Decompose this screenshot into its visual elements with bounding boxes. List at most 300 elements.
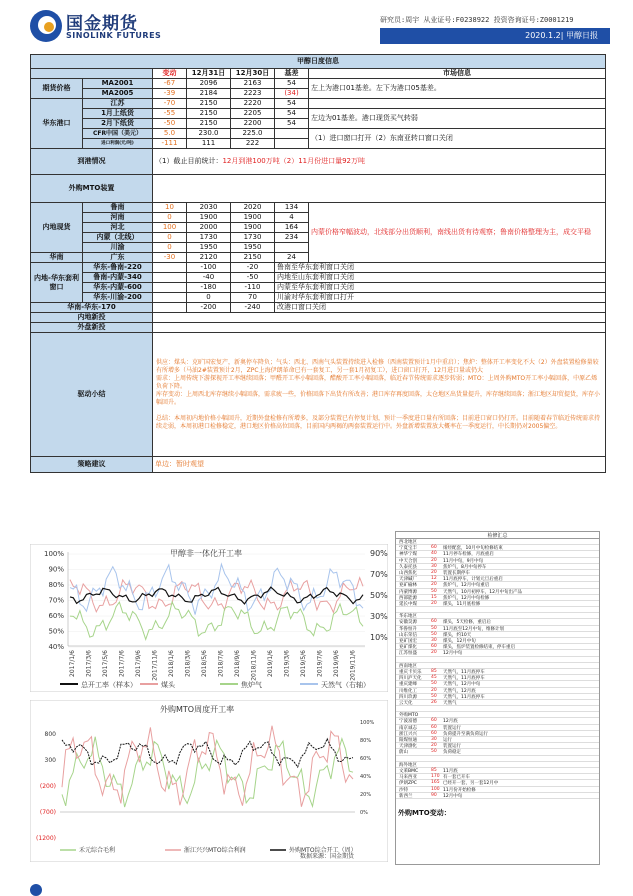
mto-chart-svg [30,700,388,862]
table-cell: -67 [153,79,187,89]
x-tick-label: 2017/7/6 [118,650,126,677]
table-cell: -100 [187,263,231,273]
maintenance-cell [396,706,431,711]
maintenance-cell: 20 [431,687,437,693]
row-label: 华南-华东-170 [31,303,153,313]
maintenance-cell: 30 [431,563,437,569]
row-group-label: 外盘新投 [31,323,153,333]
y2-tick-label: 0% [360,810,368,816]
table-cell: -200 [187,303,231,313]
maintenance-cell: 60 [431,718,437,724]
table-cell: 0 [187,293,231,303]
table-cell: 2150 [187,99,231,109]
maintenance-cell: 烯烃配套，10月中旬检修结束 [443,546,503,551]
row-group-label: 内地新投 [31,313,153,323]
maintenance-cell: 文莱BMC [399,768,419,774]
maintenance-cell: 西南地区 [399,663,417,668]
table-cell: 2223 [231,89,275,99]
methanol-daily-table [30,54,606,473]
maintenance-row [396,793,599,799]
y-tick-label: 70% [48,596,64,605]
maintenance-cell: 12月中旬 [443,793,463,798]
maintenance-cell: 50 [431,625,437,631]
maintenance-cell: 天然气，11月底停车 [443,669,485,675]
table-cell: 70 [231,293,275,303]
table-cell: 134 [275,203,309,213]
table-cell: 2220 [231,99,275,109]
maintenance-cell [443,663,599,668]
maintenance-cell: 60 [431,724,437,730]
maintenance-cell [431,756,443,761]
y2-tick-label: 60% [360,756,372,762]
row-label: CFR中国（美元） [83,129,153,139]
row-label: 进口利润(元/吨) [83,139,153,149]
maintenance-cell: 西北地区 [399,540,417,545]
y-tick-label: (700) [39,809,56,816]
maintenance-cell [396,657,431,662]
row-label: 河南 [83,213,153,223]
table-cell: -180 [187,283,231,293]
maintenance-cell: 天然气，12月底 [443,688,476,693]
table-cell: 2000 [187,223,231,233]
maintenance-cell: 江苏恒盛 [399,651,417,656]
x-tick-label: 2019/11/6 [349,650,357,681]
row-group-label: 内地-华东套利窗口 [31,263,83,303]
maintenance-cell [443,657,599,662]
table-cell: (34) [275,89,309,99]
maintenance-cell: 天然气，11月底停车 [443,676,485,681]
mto-chart [30,700,388,862]
brand-name-en: SINOLINK FUTURES [66,31,162,40]
maintenance-cell: 60 [431,619,437,625]
chart-title: 外购MTO周度开工率 [160,705,235,714]
maintenance-cell: 天然气，10月初停车，12月中旬出产品 [443,589,522,594]
maintenance-cell: 焦炉气，12月中旬检修 [443,595,490,600]
maintenance-cell: 85 [431,767,437,773]
maintenance-cell: 煤头，11月底检修 [443,601,481,607]
maintenance-cell: 焦炉气，12月中旬重启 [443,583,490,588]
row-label: 华东-内蒙-600 [83,283,153,293]
maintenance-cell: 内蒙博源 [399,589,417,594]
maintenance-cell: 20 [431,582,437,588]
maintenance-cell: 阳煤恒通 [399,738,417,743]
strategy-text: 单边：暂时观望 [153,457,606,473]
maintenance-cell: 60 [431,730,437,736]
maintenance-cell: 久泰托县 [399,564,417,569]
utilization-chart-svg [30,544,388,692]
maintenance-cell: 蔚山 [399,750,408,755]
table-cell: -240 [231,303,275,313]
maintenance-cell: 15 [431,594,437,600]
legend-label: 浙江兴兴MTO综合利润 [184,847,246,854]
driver-paragraph-inventory: 库存变动：上周西北库存继续小幅回落，需求疲一些，价格回落下出货有所改善；港口库存再度回落，太仓地区出货量提升，库存继续回落；浙江地区却贸提货，库存小幅回升。 [156,390,601,406]
driver-paragraph-supply: 供应：煤头：克旷国宏复产，新奥停车降负；气头：西北、西南气头装置持续进入检修（西南装置预计1月中重启）；焦炉：整体开工率变化不大（2）外盘装置检修量较有所增多（马油2#装置预计2月，ZPC上海伊朗革命已有一套复工，另一套1月初复工），进口窗口打开，12月进口量或仍大 [156,358,599,374]
table-cell: -20 [231,263,275,273]
market-info: 鲁南至华东套利窗口关闭 [275,263,606,273]
maintenance-cell: 华东地区 [399,614,417,619]
x-tick-label: 2017/5/6 [102,650,109,677]
table-cell: 2096 [187,79,231,89]
maintenance-cell [443,712,599,717]
table-cell: -40 [187,273,231,283]
x-tick-label: 2017/9/6 [135,650,142,677]
col-header: 12月31日 [187,69,231,79]
y-tick-label: 300 [44,757,56,764]
maintenance-cell [396,756,431,761]
table-cell [275,243,309,253]
legend-label: 焦炉气 [241,681,262,689]
maintenance-cell: 外购MTO [399,713,419,718]
maintenance-cell: 马来西亚 [399,775,417,780]
table-cell: 2150 [231,253,275,263]
maintenance-cell: 60 [431,545,437,551]
x-tick-label: 2018/5/6 [201,650,208,677]
market-info: 内蒙至华东套利窗口关闭 [275,283,606,293]
maintenance-cell: 12月底 [443,719,458,724]
table-cell: 164 [275,223,309,233]
table-cell: -30 [153,253,187,263]
y2-tick-label: 20% [360,792,372,798]
row-label: 内蒙（北线） [83,233,153,243]
x-tick-label: 2019/9/6 [333,650,340,677]
maintenance-cell: 装置长期停车 [443,570,470,576]
maintenance-cell: 负荷稳定 [443,750,461,755]
y2-tick-label: 90% [370,549,388,558]
maintenance-cell: 11月中旬，9月中旬 [443,558,484,563]
table-cell: 2184 [187,89,231,99]
table-cell: -50 [231,273,275,283]
maintenance-cell: 20 [431,600,437,606]
maintenance-cell [443,762,599,767]
maintenance-cell: 煤头，焦炉装置检修结束，停车重启 [443,645,515,650]
table-title: 甲醇日度信息 [31,55,606,69]
maintenance-cell: 11月底 [443,768,458,774]
table-cell: 2020 [231,203,275,213]
maintenance-cell: 20 [431,650,437,656]
col-header: 基差 [275,69,309,79]
company-logo-icon [30,10,62,42]
market-info: （1）进口窗口打开（2）东南亚转口窗口关闭 [309,129,606,149]
table-cell: 1900 [231,213,275,223]
maintenance-cell [443,539,599,544]
utilization-chart [30,544,388,692]
y-tick-label: 90% [48,565,64,574]
table-cell: 0 [153,243,187,253]
row-group-label: 策略建议 [31,457,153,473]
y2-tick-label: 50% [370,591,388,600]
table-cell: 0 [153,233,187,243]
maintenance-cell: 负荷提升至满负荷运行 [443,731,488,736]
maintenance-cell: 100 [431,786,440,792]
row-label: 华东-鲁南-220 [83,263,153,273]
row-label: 1月上纸货 [83,109,153,119]
report-header [0,0,633,48]
maintenance-cell: 45 [431,675,437,681]
maintenance-cell: 30 [431,737,437,742]
maintenance-cell: 兖矿榆林 [399,583,417,588]
y-tick-label: 800 [44,731,56,738]
legend-label: 外购MTO综合开工（周） [289,847,357,854]
table-cell: 2200 [231,119,275,129]
table-cell: 230.0 [187,129,231,139]
legend-label: 总开工率（样本） [81,681,137,689]
maintenance-cell: 50 [431,693,437,699]
row-label: MA2005 [83,89,153,99]
x-tick-label: 2019/1/6 [267,650,274,677]
maintenance-cell [431,607,443,612]
maintenance-cell [431,762,443,767]
maintenance-cell: 中天合创 [399,558,417,563]
maintenance-cell [431,712,443,717]
x-tick-label: 2018/7/6 [217,650,225,677]
footer-logo-icon [30,884,42,896]
table-cell: -70 [153,99,187,109]
maintenance-cell [443,706,599,711]
x-tick-label: 2018/9/6 [234,650,241,677]
maintenance-cell: 山东荣信 [399,632,417,637]
maintenance-cell: 60 [431,644,437,650]
maintenance-cell: 神华宁煤 [399,552,417,557]
maintenance-cell: 海外地区 [399,762,417,767]
maintenance-cell: 11月停车检修，月底重启 [443,552,494,557]
maintenance-cell [443,607,599,612]
maintenance-cell: 新西兰 [399,793,413,798]
table-cell: 10 [153,203,187,213]
maintenance-cell: 26 [431,699,437,705]
maintenance-cell: 山西焦化 [399,570,417,576]
maintenance-cell: 天津碱厂 [399,577,417,582]
maintenance-cell: 11月底停车，计划元旦后重启 [443,577,503,582]
maintenance-cell [431,657,443,662]
row-label: 鲁南-内蒙-340 [83,273,153,283]
row-group-label: 华东港口 [31,99,83,149]
table-cell: 2163 [231,79,275,89]
table-cell: 4 [275,213,309,223]
maintenance-cell: 90 [431,792,437,798]
maintenance-cell: 12 [431,576,437,582]
col-header: 市场信息 [309,69,606,79]
table-cell: 2150 [187,119,231,129]
table-cell: 222 [231,139,275,149]
y-tick-label: 60% [48,612,64,620]
maintenance-cell: 已经开一套，另一套12月中 [443,781,499,786]
maintenance-cell: 50 [431,749,437,755]
table-cell: 2150 [187,109,231,119]
driver-paragraph-demand: 需求：上周传统下游探视开工率继续回落；甲醛开工率小幅回落，醋酸开工率小幅回落，临近春节传统需求逐步转弱；MTO：上周外购MTO开工率小幅回落，中原乙烯负荷下降。 [156,374,598,390]
table-cell: 54 [275,119,309,129]
y2-tick-label: 30% [370,612,388,621]
table-cell: 2030 [187,203,231,213]
table-cell: 225.0 [231,129,275,139]
x-tick-label: 2019/7/6 [316,650,324,677]
maintenance-cell: 兖矿煤化 [399,645,417,650]
row-label: 川渝 [83,243,153,253]
maintenance-cell: 云天化 [399,700,413,706]
table-cell: 1900 [231,223,275,233]
col-header: 12月30日 [231,69,275,79]
maintenance-cell [431,539,443,544]
table-cell: 1730 [231,233,275,243]
maintenance-cell: 30 [431,638,437,643]
x-tick-label: 2017/1/6 [69,650,76,677]
maintenance-cell: 重庆卡贝乐 [399,669,422,675]
maintenance-cell: 兖矿国宏 [399,639,417,644]
table-cell: 24 [275,253,309,263]
table-cell: -50 [153,119,187,129]
table-cell: -39 [153,89,187,99]
table-cell: 5.0 [153,129,187,139]
row-group-label: 期货价格 [31,79,83,99]
table-cell: 1730 [187,233,231,243]
legend-label: 禾元综合毛利 [79,847,116,854]
row-group-label: 内地现货 [31,203,83,253]
table-cell: 2120 [187,253,231,263]
maintenance-cell: 天然气，12月中旬 [443,682,481,687]
maintenance-cell: 50 [431,631,437,637]
maintenance-cell: 装置运行 [443,725,461,730]
maintenance-cell: 四川玖源 [399,694,417,699]
x-tick-label: 2018/3/6 [184,650,192,677]
analyst-info: 研究员:周宇 从业证号:F0238922 投资咨询证号:Z0001219 [380,16,574,24]
x-tick-label: 2018/1/6 [168,650,175,677]
x-tick-label: 2017/11/6 [151,650,159,681]
maintenance-cell: 天然气，11月底停车 [443,694,485,699]
maintenance-cell: 西部能源 [399,595,417,600]
table-cell: -110 [231,283,275,293]
row-group-label: 到港情况 [31,149,153,175]
maintenance-cell: 50 [431,681,437,687]
y2-tick-label: 100% [360,720,375,726]
maintenance-cell: 宁夏宝丰 [399,546,417,551]
legend-label: 煤头 [161,681,175,689]
maintenance-cell: 煤头，5天检修，重启后 [443,620,491,625]
row-group-label: 外购MTO装置 [31,175,153,203]
maintenance-cell: 重庆建峰 [399,682,417,687]
maintenance-cell: 四川泸天化 [399,676,422,681]
maintenance-cell: 85 [431,668,437,674]
col-header: 变动 [153,69,187,79]
y2-tick-label: 80% [360,738,372,744]
driver-summary [153,333,606,457]
table-cell: 111 [187,139,231,149]
market-info: 左上为港口01基差。左下为港口05基差。 [309,79,606,99]
market-info: 左边为01基差。港口现货买气转弱 [309,109,606,129]
panel-title: 检修汇总 [396,532,599,539]
maintenance-cell: 50 [431,588,437,594]
maintenance-cell: 12月中旬 [443,651,463,656]
row-label: 广东 [83,253,153,263]
table-cell: 100 [153,223,187,233]
data-source: 数据来源：国金期货 [300,853,355,860]
table-cell: 1950 [187,243,231,253]
maintenance-cell: 延长中煤 [399,601,417,607]
row-group-label: 驱动小结 [31,333,153,457]
table-cell: -111 [153,139,187,149]
row-label: 2月下纸货 [83,119,153,129]
maintenance-cell: 华鲁恒升 [399,626,417,631]
maintenance-cell: 天津渤化 [399,744,417,749]
maintenance-cell: 有一套已开车 [443,775,470,780]
legend-label: 天然气（右轴） [321,681,370,689]
maintenance-cell: 11月底至12月中旬，维修计划 [443,626,504,631]
maintenance-cell: 天然气 [443,700,457,706]
table-cell: 54 [275,109,309,119]
maintenance-cell: 安徽昊源 [399,620,417,625]
table-cell: 1900 [187,213,231,223]
maintenance-cell: 40 [431,551,437,557]
x-tick-label: 2018/11/6 [250,650,258,681]
y-tick-label: 40% [48,643,64,651]
maintenance-cell: 南京诚志 [399,725,417,730]
y-tick-label: (200) [39,783,56,790]
maintenance-cell: 浙江兴兴 [399,731,417,736]
y-tick-label: (1200) [36,835,56,842]
maintenance-cell: 焦炉气，8月中旬停车 [443,564,487,569]
table-cell: 54 [275,99,309,109]
maintenance-cell: 170 [431,774,440,780]
maintenance-cell [431,663,443,668]
maintenance-cell [443,613,599,618]
market-info: 川渝对华东套利窗口打开 [275,293,606,303]
row-label: 鲁南 [83,203,153,213]
maintenance-cell: 煤头，约10天 [443,632,472,637]
market-info: 内地至山东套利窗口关闭 [275,273,606,283]
maintenance-cell: 11月份开始检修 [443,787,476,792]
market-info: 内蒙价格窄幅波动，北线部分出货顺利，南线出货有待观察；鲁南价格整理为主，成交平稳 [309,203,606,263]
driver-paragraph-summary: 总结：本周初内地价格小幅回升，近期外盘检修有所增多，及部分装置已有停复计划，预计一季度进口量有所回落；目前进口窗口仍打开。目前随着春节临近传统需求持续走弱，本周初港口检修稳定，港口地区价格高位回落，目前国内两褐的两套装置运行中。外盘新增装置放大概率在一季度运行，中长期仍对2005偏空。 [156,414,601,430]
maintenance-cell: 伊朗ZPC [399,781,417,786]
maintenance-cell: 宁波富德 [399,719,417,724]
market-info: 改港口窗口关闭 [275,303,606,313]
maintenance-cell: 沙特 [399,787,408,792]
table-cell: 234 [275,233,309,243]
row-label: MA2001 [83,79,153,89]
y2-tick-label: 10% [370,633,388,642]
maintenance-cell [431,613,443,618]
y-tick-label: 50% [48,627,64,636]
maintenance-cell: 20 [431,557,437,563]
x-tick-label: 2019/3/6 [283,650,291,677]
maintenance-cell: 运行 [443,738,452,743]
maintenance-cell: 煤头，12月中旬 [443,639,476,644]
row-group-label: 华南 [31,253,83,263]
chart-title: 甲醇非一体化开工率 [170,549,242,558]
maintenance-cell: 装置运行 [443,744,461,749]
report-banner: 2020.1.2| 甲醇日报 [380,28,610,44]
x-tick-label: 2019/5/6 [300,650,307,677]
maintenance-cell [396,607,431,612]
row-label: 华东-川渝-200 [83,293,153,303]
brand-name-cn: 国金期货 [66,14,138,34]
maintenance-cell: 165 [431,780,440,786]
mto-change-label: 外购MTO变动： [398,809,451,817]
table-cell: 54 [275,79,309,89]
maintenance-cell: 川维化工 [399,688,417,693]
table-cell: 1950 [231,243,275,253]
y-tick-label: 100% [43,550,64,558]
maintenance-cell: 20 [431,743,437,749]
y2-tick-label: 40% [360,774,372,780]
table-cell: 2205 [231,109,275,119]
y2-tick-label: 70% [370,570,388,579]
x-tick-label: 2017/3/6 [85,650,93,677]
table-cell: -55 [153,109,187,119]
table-cell [275,139,309,149]
row-label: 河北 [83,223,153,233]
maintenance-cell [431,706,443,711]
row-label: 江苏 [83,99,153,109]
maintenance-cell [443,756,599,761]
